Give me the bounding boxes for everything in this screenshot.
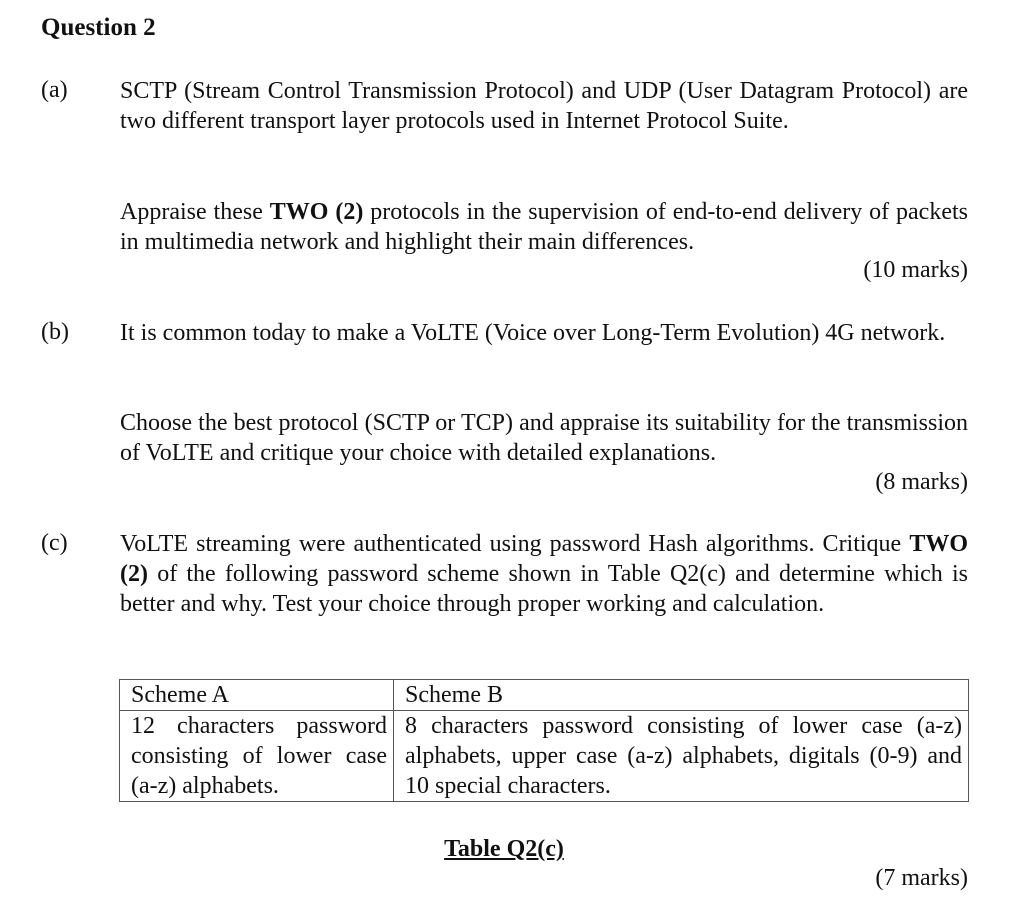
table-header-scheme-b: Scheme B xyxy=(394,680,969,711)
part-a-paragraph-2 xyxy=(120,197,968,257)
part-c-label: (c) xyxy=(41,530,68,556)
part-c-p1-post: of the following password scheme shown in Table Q2(c) and determine which is better and why. Test your choice through proper working and calculation. xyxy=(120,561,968,617)
part-b-marks: (8 marks) xyxy=(875,469,968,495)
part-a-marks: (10 marks) xyxy=(863,257,968,283)
part-b-label: (b) xyxy=(41,319,69,345)
part-c-p1-pre: VoLTE streaming were authenticated using password Hash algorithms. Critique xyxy=(120,531,910,557)
table-row xyxy=(120,711,969,802)
part-a-p2-post: protocols in the supervision of end-to-end delivery of packets in multimedia network and highlight their main differences. xyxy=(120,199,968,255)
part-a-p2-pre: Appraise these xyxy=(120,199,270,225)
table-header-scheme-a: Scheme A xyxy=(120,680,394,711)
part-c-marks: (7 marks) xyxy=(875,865,968,891)
part-a-label: (a) xyxy=(41,77,68,103)
part-b-paragraph-2: Choose the best protocol (SCTP or TCP) and appraise its suitability for the transmission of VoLTE and critique your choice with detailed explanations. xyxy=(120,410,968,466)
question-title: Question 2 xyxy=(41,14,156,41)
table-header-row xyxy=(120,680,969,711)
scheme-table xyxy=(119,679,969,802)
part-c-paragraph-1 xyxy=(120,529,968,619)
part-c-p1-bold: TWO (2) xyxy=(120,531,968,587)
table-caption: Table Q2(c) xyxy=(444,836,564,862)
part-a-p2-bold: TWO (2) xyxy=(269,199,364,225)
part-b-paragraph-1: It is common today to make a VoLTE (Voice over Long-Term Evolution) 4G network. xyxy=(120,320,946,346)
table-cell-scheme-a: 12 characters password consisting of lower case (a-z) alphabets. xyxy=(120,711,394,802)
part-a-paragraph-1: SCTP (Stream Control Transmission Protocol) and UDP (User Datagram Protocol) are two different transport layer protocols used in Internet Protocol Suite. xyxy=(120,78,968,134)
table-cell-scheme-b: 8 characters password consisting of lower case (a-z) alphabets, upper case (a-z) alphabets, digitals (0-9) and 10 special characters. xyxy=(394,711,969,802)
